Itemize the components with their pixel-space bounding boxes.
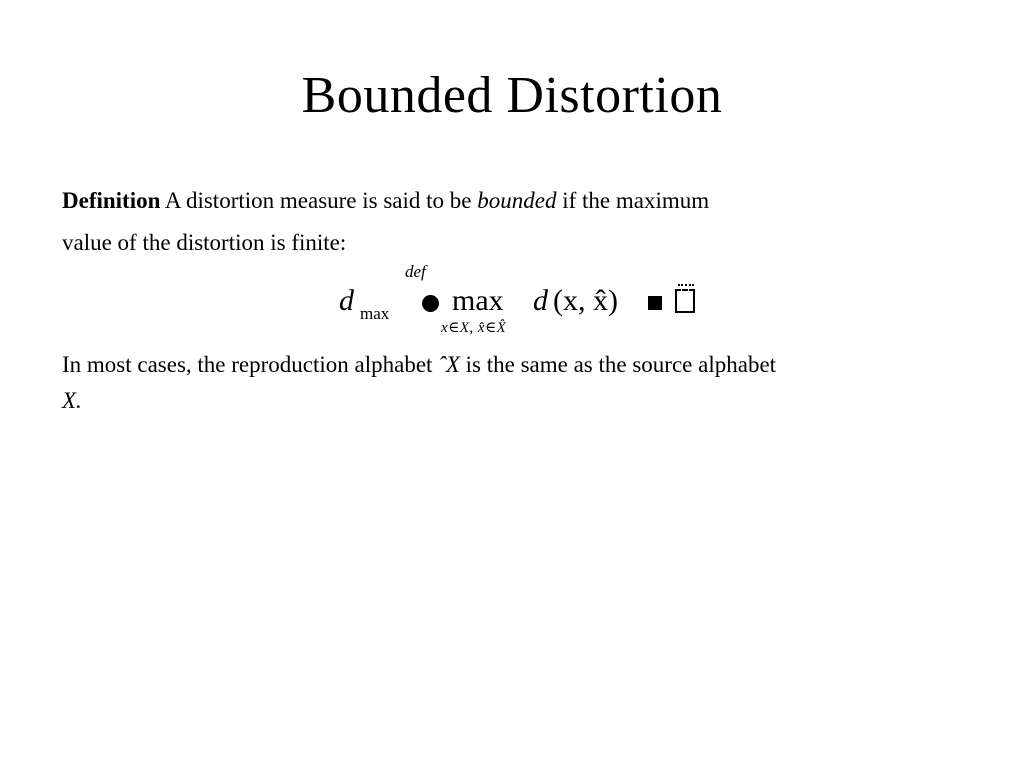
formula-d-function: d bbox=[533, 284, 548, 317]
definition-text-b: if the maximum bbox=[556, 188, 710, 213]
definition-label: Definition bbox=[62, 188, 161, 213]
source-alphabet-symbol: X. bbox=[62, 388, 82, 413]
square-glyph-icon bbox=[648, 296, 662, 310]
bullet-operator-icon bbox=[422, 295, 439, 312]
missing-glyph-box-icon bbox=[675, 289, 695, 313]
bounded-term: bounded bbox=[477, 188, 557, 213]
formula-max-subscript: x∈X, x̂∈X̂ bbox=[441, 320, 507, 336]
formula-d-subscript: max bbox=[360, 304, 390, 323]
slide-title: Bounded Distortion bbox=[301, 67, 723, 124]
line3-text-a: In most cases, the reproduction alphabet bbox=[62, 352, 439, 377]
x-hat-symbol: ˆX bbox=[438, 352, 460, 377]
line3-text-b: is the same as the source alphabet bbox=[459, 352, 777, 377]
formula-arguments: (x, x̂) bbox=[553, 284, 618, 317]
dmax-formula bbox=[335, 262, 715, 342]
formula-def-label: def bbox=[405, 262, 426, 281]
definition-line-2: value of the distortion is finite: bbox=[62, 230, 347, 255]
formula-max: max bbox=[452, 284, 504, 317]
definition-text-a: A distortion measure is said to be bbox=[160, 188, 478, 213]
definition-line-1 bbox=[62, 186, 962, 216]
formula-d: d bbox=[339, 284, 354, 317]
reproduction-alphabet-line bbox=[62, 350, 962, 380]
